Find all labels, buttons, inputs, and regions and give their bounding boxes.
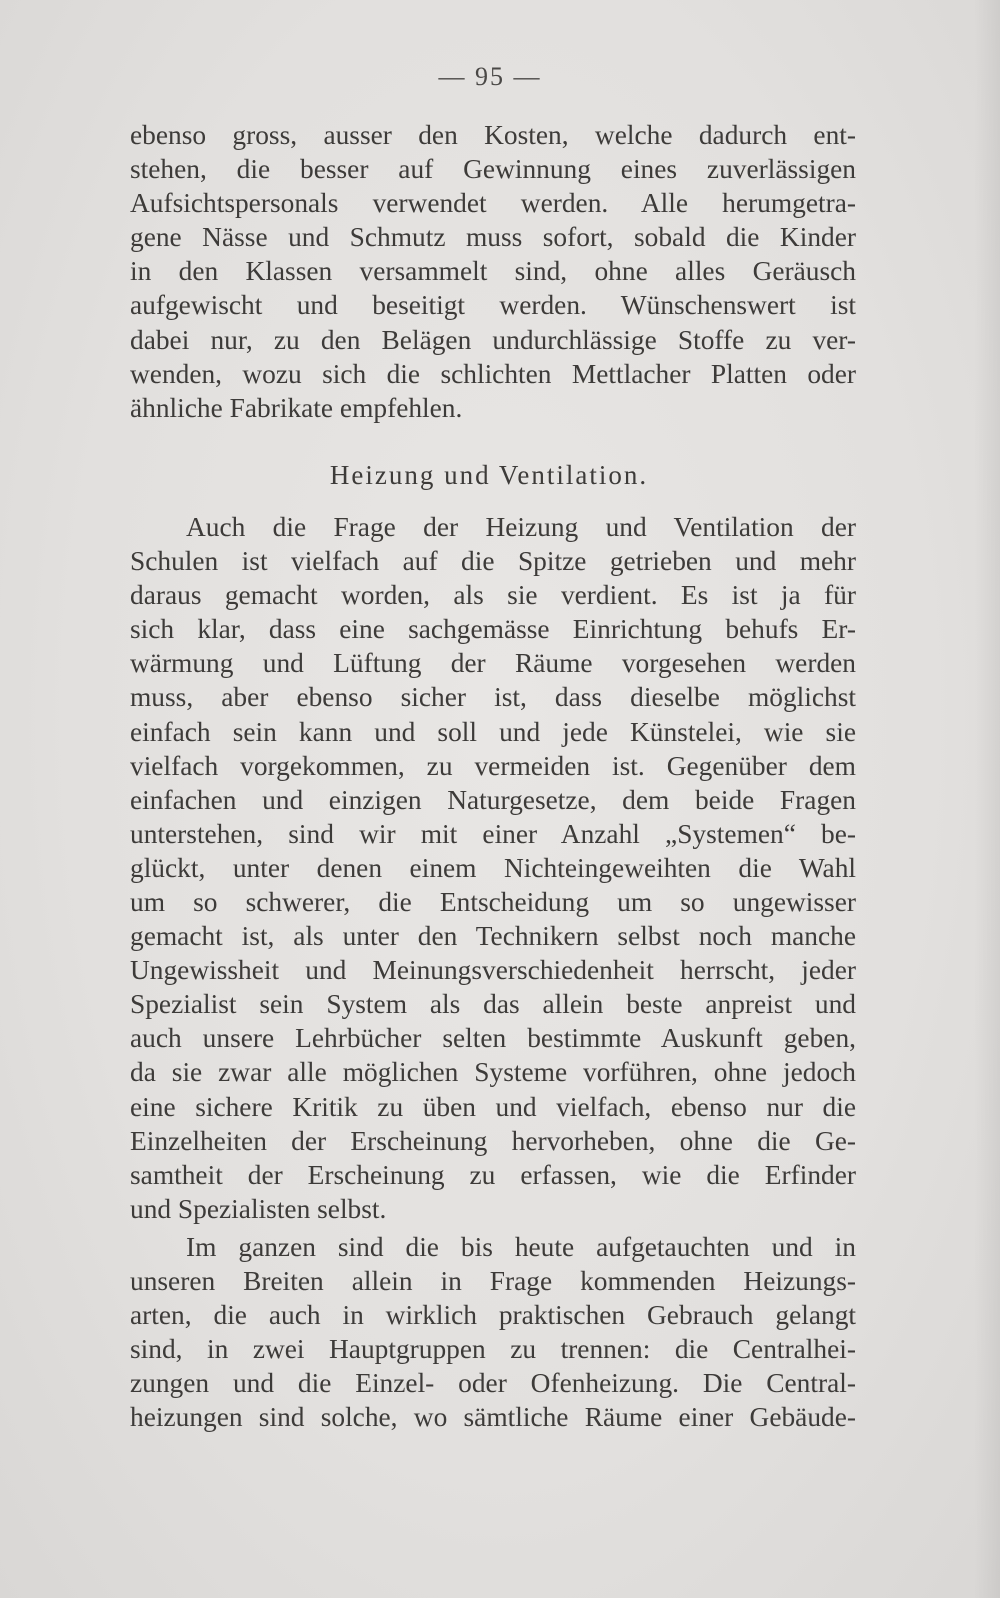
text-line: daraus gemacht worden, als sie verdient. Es ist ja für: [130, 580, 856, 611]
text-line: Im ganzen sind die bis heute aufgetauchten und in: [186, 1231, 856, 1262]
text-line: gemacht ist, als unter den Technikern selbst noch manche: [130, 921, 856, 952]
text-line: stehen, die besser auf Gewinnung eines zuverlässigen: [130, 154, 856, 185]
text-line: arten, die auch in wirklich praktischen Gebrauch gelangt: [130, 1300, 856, 1331]
text-line: vielfach vorgekommen, zu vermeiden ist. Gegenüber dem: [130, 750, 856, 781]
page-number: — 95 —: [438, 62, 542, 91]
text-line: Aufsichtspersonals verwendet werden. Alle herumgetra-: [130, 188, 856, 219]
text-line: wärmung und Lüftung der Räume vorgesehen werden: [130, 648, 856, 679]
text-line: Spezialist sein System als das allein beste anpreist und: [130, 989, 856, 1020]
text-line: aufgewischt und beseitigt werden. Wünschenswert ist: [130, 290, 856, 321]
text-line: Auch die Frage der Heizung und Ventilation der: [186, 511, 856, 542]
paragraph-1: [130, 118, 856, 425]
text-line: um so schwerer, die Entscheidung um so ungewisser: [130, 886, 856, 917]
text-line: sich klar, dass eine sachgemässe Einrichtung behufs Er-: [130, 614, 856, 645]
paragraph-3: [130, 1230, 856, 1435]
text-line: sind, in zwei Hauptgruppen zu trennen: die Centralhei-: [130, 1334, 856, 1365]
text-line: glückt, unter denen einem Nichteingeweihten die Wahl: [130, 852, 856, 883]
text-line: unterstehen, sind wir mit einer Anzahl „Systemen“ be-: [130, 818, 856, 849]
section-heading: Heizung und Ventilation.: [329, 459, 649, 490]
text-line: in den Klassen versammelt sind, ohne alles Geräusch: [130, 256, 856, 287]
text-line: ebenso gross, ausser den Kosten, welche dadurch ent-: [130, 120, 856, 150]
text-line: und Spezialisten selbst.: [130, 1193, 387, 1224]
text-line: gene Nässe und Schmutz muss sofort, sobald die Kinder: [130, 222, 856, 253]
page-edge-shadow: [974, 0, 1000, 1598]
text-line: Ungewissheit und Meinungsverschiedenheit herrscht, jeder: [130, 955, 856, 986]
text-line: Einzelheiten der Erscheinung hervorheben, ohne die Ge-: [130, 1125, 856, 1156]
text-line: eine sichere Kritik zu üben und vielfach, ebenso nur die: [130, 1091, 856, 1122]
text-line: einfach sein kann und soll und jede Künstelei, wie sie: [130, 716, 856, 747]
paragraph-2: [130, 510, 856, 1226]
text-line: heizungen sind solche, wo sämtliche Räume einer Gebäude-: [130, 1402, 856, 1433]
text-line: unseren Breiten allein in Frage kommenden Heizungs-: [130, 1266, 856, 1296]
text-line: auch unsere Lehrbücher selten bestimmte Auskunft geben,: [130, 1023, 856, 1054]
text-line: zungen und die Einzel- oder Ofenheizung. Die Central-: [130, 1368, 856, 1399]
body-text: [130, 118, 856, 1434]
text-line: Schulen ist vielfach auf die Spitze getrieben und mehr: [130, 546, 856, 577]
text-line: dabei nur, zu den Belägen undurchlässige Stoffe zu ver-: [130, 324, 856, 355]
text-line: wenden, wozu sich die schlichten Mettlacher Platten oder: [130, 358, 856, 389]
text-line: da sie zwar alle möglichen Systeme vorführen, ohne jedoch: [130, 1057, 856, 1088]
text-line: muss, aber ebenso sicher ist, dass dieselbe möglichst: [130, 682, 856, 713]
text-line: ähnliche Fabrikate empfehlen.: [130, 392, 463, 423]
text-line: samtheit der Erscheinung zu erfassen, wie die Erfinder: [130, 1159, 856, 1190]
text-line: einfachen und einzigen Naturgesetze, dem beide Fragen: [130, 784, 856, 815]
